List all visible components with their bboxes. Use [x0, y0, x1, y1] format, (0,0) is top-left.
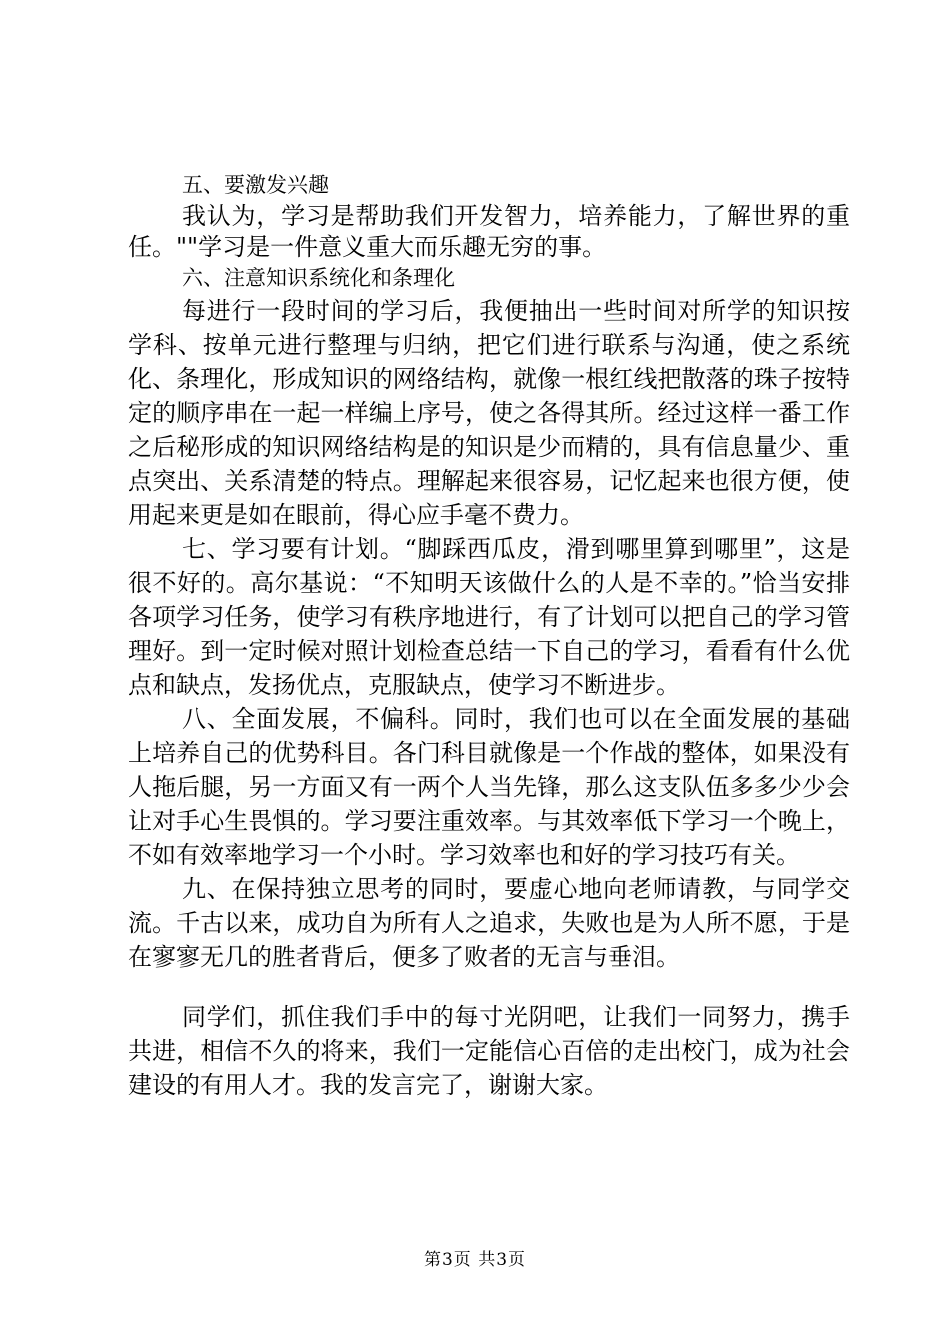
section-heading-five: 五、要激发兴趣 — [182, 173, 329, 197]
paragraph-gap — [128, 974, 850, 1000]
document-body — [128, 170, 850, 1102]
paragraph-study-plan: 七、学习要有计划。“脚踩西瓜皮，滑到哪里算到哪里”，这是很不好的。高尔基说：“不知明天该做什么的人是不幸的。”恰当安排各项学习任务，使学习有秩序地进行，有了计划可以把自己的学习管理好。到一定时候对照计划检查总结一下自己的学习，看看有什么优点和缺点，发扬优点，克服缺点，使学习不断进步。 — [128, 535, 850, 699]
paragraph-closing: 同学们，抓住我们手中的每寸光阴吧，让我们一同努力，携手共进，相信不久的将来，我们一定能信心百倍的走出校门，成为社会建设的有用人才。我的发言完了，谢谢大家。 — [128, 1003, 850, 1099]
page-number-footer: 第3页 共3页 — [423, 1250, 527, 1270]
paragraph-all-round-development: 八、全面发展，不偏科。同时，我们也可以在全面发展的基础上培养自己的优势科目。各门科目就像是一个作战的整体，如果没有人拖后腿，另一方面又有一两个人当先锋，那么这支队伍多多少少会让对手心生畏惧的。学习要注重效率。与其效率低下学习一个晚上，不如有效率地学习一个小时。学习效率也和好的学习技巧有关。 — [128, 705, 850, 869]
paragraph-independent-thinking: 九、在保持独立思考的同时，要虚心地向老师请教，与同学交流。千古以来，成功自为所有人之追求，失败也是为人所不愿，于是在寥寥无几的胜者背后，便多了败者的无言与垂泪。 — [128, 875, 850, 971]
paragraph-knowledge-system: 每进行一段时间的学习后，我便抽出一些时间对所学的知识按学科、按单元进行整理与归纳，把它们进行联系与沟通，使之系统化、条理化，形成知识的网络结构，就像一根红线把散落的珠子按特定的顺序串在一起一样编上序号，使之各得其所。经过这样一番工作之后秘形成的知识网络结构是的知识是少而精的，具有信息量少、重点突出、关系清楚的特点。理解起来很容易，记忆起来也很方便，使用起来更是如在眼前，得心应手毫不费力。 — [128, 297, 850, 529]
paragraph-interest: 我认为，学习是帮助我们开发智力，培养能力，了解世界的重任。""学习是一件意义重大而乐趣无穷的事。 — [128, 202, 850, 261]
section-heading-six: 六、注意知识系统化和条理化 — [182, 266, 455, 290]
